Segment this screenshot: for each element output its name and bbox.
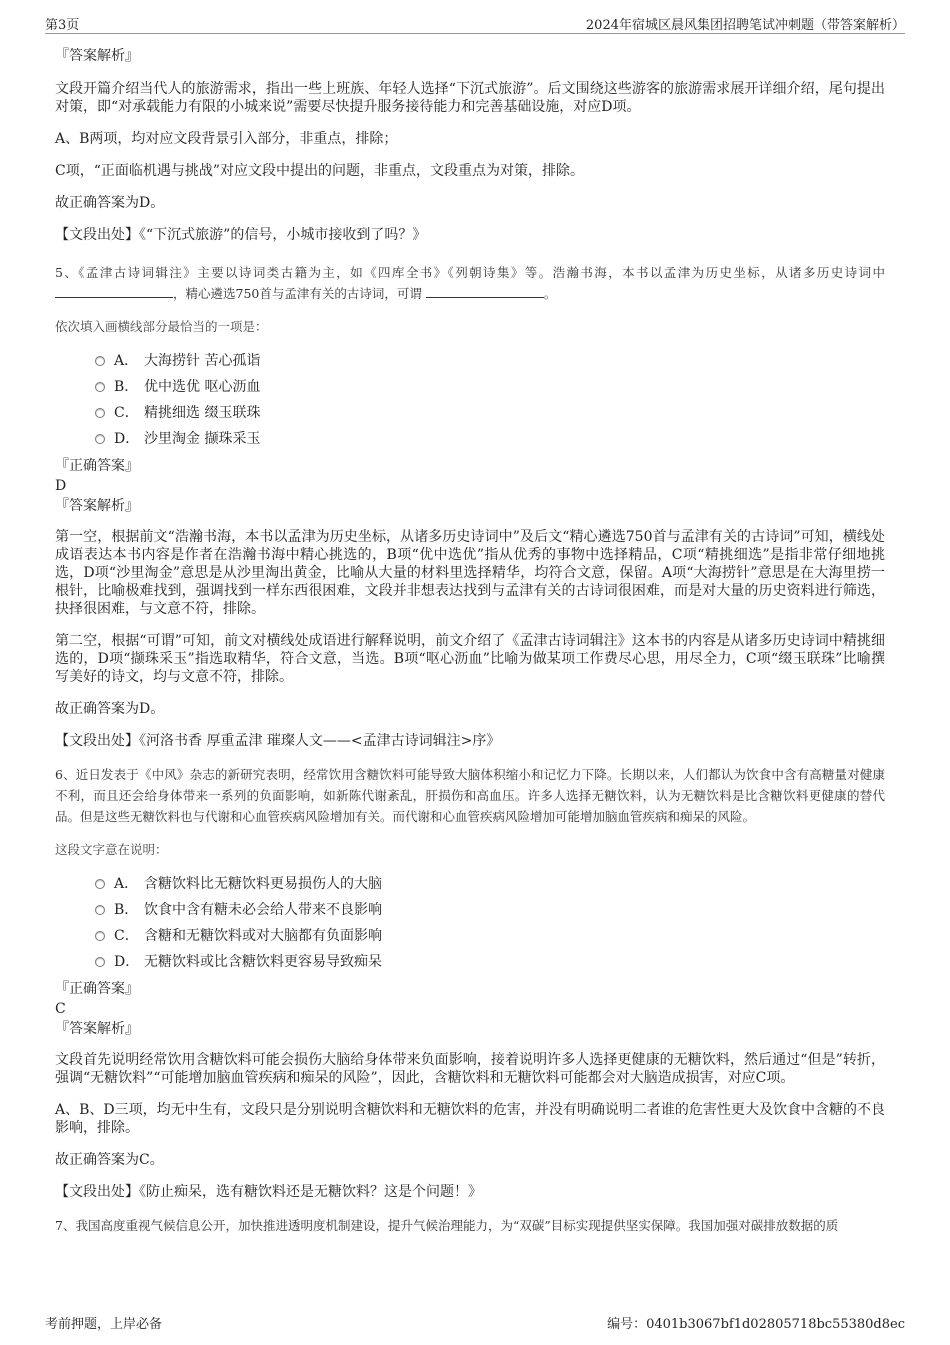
option-letter: B． [114,379,139,395]
option-list [95,348,885,452]
footer-slogan: 考前押题，上岸必备 [45,1317,163,1332]
radio-icon[interactable] [95,356,105,366]
radio-icon[interactable] [95,382,105,392]
answer-conclusion: 故正确答案为C。 [55,1152,164,1168]
stem-text: 5、《孟津古诗词辑注》主要以诗词类古籍为主，如《四库全书》《列朝诗集》等。浩瀚书海，本书以孟津为历史坐标，从诸多历史诗词中 [55,265,885,280]
option-a[interactable] [95,348,885,374]
option-text: 含糖和无糖饮料或对大脑都有负面影响 [144,928,382,944]
answer-conclusion: 故正确答案为D。 [55,701,165,717]
option-text: 饮食中含有糖未必会给人带来不良影响 [144,902,382,918]
option-b[interactable] [95,374,885,400]
option-letter: A． [114,876,139,892]
stem-text: 。 [543,286,557,301]
source-citation: 【文段出处】《防止痴呆，选有糖饮料还是无糖饮料？这是个问题！》 [55,1184,482,1200]
option-letter: A． [114,353,139,369]
question-prompt: 这段文字意在说明： [55,842,168,857]
option-letter: D． [114,431,140,447]
page-content [55,46,885,1236]
option-c[interactable] [95,400,885,426]
analysis-paragraph: C项，“正面临机遇与挑战”对应文段中提出的问题，非重点，文段重点为对策，排除。 [55,163,585,179]
radio-icon[interactable] [95,434,105,444]
analysis-paragraph: 第二空，根据“可谓”可知，前文对横线处成语进行解释说明，前文介绍了《孟津古诗词辑注》这本书的内容是从诸多历史诗词中精挑细选的，D项“撷珠采玉”指选取精华，符合文意，当选。B项“呕心沥血”比喻为做某项工作费尽心思，用尽全力，C项“缀玉联珠”比喻撰写美好的诗文，均与文意不符，排除。 [55,633,885,685]
question-6 [55,764,885,1201]
option-letter: C． [114,405,139,421]
option-list [95,871,885,975]
analysis-paragraph: A、B、D三项，均无中生有，文段只是分别说明含糖饮料和无糖饮料的危害，并没有明确说明二者谁的危害性更大及饮食中含糖的不良影响，排除。 [55,1102,885,1136]
option-text: 大海捞针 苦心孤诣 [144,353,261,369]
radio-icon[interactable] [95,408,105,418]
option-b[interactable] [95,897,885,923]
radio-icon[interactable] [95,879,105,889]
correct-answer: D [55,478,67,494]
correct-answer: C [55,1001,66,1017]
option-letter: B． [114,902,139,918]
question-5 [55,262,885,750]
analysis-paragraph: 文段开篇介绍当代人的旅游需求，指出一些上班族、年轻人选择“下沉式旅游”。后文围绕这些游客的旅游需求展开详细介绍，尾句提出对策，即“对承载能力有限的小城来说”需要尽快提升服务接待能力和完善基础设施，对应D项。 [55,81,885,115]
fill-blank [55,284,173,298]
radio-icon[interactable] [95,931,105,941]
question-stem: 7、我国高度重视气候信息公开，加快推进透明度机制建设，提升气候治理能力，为“双碳”目标实现提供坚实保障。我国加强对碳排放数据的质 [55,1218,839,1233]
option-text: 优中选优 呕心沥血 [144,379,261,395]
analysis-paragraph: A、B两项，均对应文段背景引入部分，非重点，排除； [55,131,398,147]
page-number: 第3页 [45,18,80,33]
analysis-paragraph: 第一空，根据前文“浩瀚书海，本书以孟津为历史坐标，从诸多历史诗词中”及后文“精心遴选750首与孟津有关的古诗词”可知，横线处成语表达本书内容是作者在浩瀚书海中精心挑选的，B项“优中选优”指从优秀的事物中选择精品，C项“精挑细选”是指非常仔细地挑选，D项“沙里淘金”意思是从沙里淘出黄金，比喻从大量的材料里选择精华，均符合文意，保留。A项“大海捞针”意思是在大海里捞一根针，比喻极难找到，强调找到一样东西很困难，文段并非想表达找到与孟津有关的古诗词很困难，而是对大量的历史资料进行筛选，抉择很困难，与文意不符，排除。 [55,529,885,617]
option-c[interactable] [95,923,885,949]
option-text: 精挑细选 缀玉联珠 [144,405,261,421]
question-7 [55,1215,885,1236]
option-a[interactable] [95,871,885,897]
option-letter: D． [114,954,140,970]
source-citation: 【文段出处】《河洛书香 厚重孟津 璀璨人文——<孟津古诗词辑注>序》 [55,733,501,749]
analysis-label: 『答案解析』 [55,1021,139,1037]
option-text: 沙里淘金 撷珠采玉 [144,431,261,447]
fill-blank [426,284,544,298]
source-citation: 【文段出处】《“下沉式旅游”的信号，小城市接收到了吗？》 [55,227,427,243]
option-letter: C． [114,928,139,944]
document-title: 2024年宿城区晨风集团招聘笔试冲刺题（带答案解析） [585,18,905,33]
page-header [45,12,905,34]
document-id: 编号：0401b3067bf1d02805718bc55380d8ec [607,1317,905,1332]
answer-conclusion: 故正确答案为D。 [55,195,165,211]
option-text: 含糖饮料比无糖饮料更易损伤人的大脑 [144,876,382,892]
question-stem: 6、近日发表于《中风》杂志的新研究表明，经常饮用含糖饮料可能导致大脑体积缩小和记忆力下降。长期以来，人们都认为饮食中含有高糖量对健康不利，而且还会给身体带来一系列的负面影响，如新陈代谢紊乱，肝损伤和高血压。许多人选择无糖饮料，认为无糖饮料是比含糖饮料更健康的替代品。但是这些无糖饮料也与代谢和心血管疾病风险增加有关。而代谢和心血管疾病风险增加可能增加脑血管疾病和痴呆的风险。 [55,767,885,824]
question-stem [55,262,885,304]
option-text: 无糖饮料或比含糖饮料更容易导致痴呆 [144,954,382,970]
analysis-label: 『答案解析』 [55,498,139,514]
radio-icon[interactable] [95,957,105,967]
analysis-paragraph: 文段首先说明经常饮用含糖饮料可能会损伤大脑给身体带来负面影响，接着说明许多人选择更健康的无糖饮料，然后通过“但是”转折，强调“无糖饮料”“可能增加脑血管疾病和痴呆的风险”，因此，含糖饮料和无糖饮料可能都会对大脑造成损害，对应C项。 [55,1052,885,1086]
analysis-label: 『答案解析』 [55,48,139,64]
prev-analysis-section [55,46,885,244]
correct-answer-label: 『正确答案』 [55,981,139,997]
option-d[interactable] [95,949,885,975]
correct-answer-label: 『正确答案』 [55,458,139,474]
option-d[interactable] [95,426,885,452]
question-prompt: 依次填入画横线部分最恰当的一项是： [55,319,268,334]
radio-icon[interactable] [95,905,105,915]
stem-text: ，精心遴选750首与孟津有关的古诗词，可谓 [173,286,422,301]
